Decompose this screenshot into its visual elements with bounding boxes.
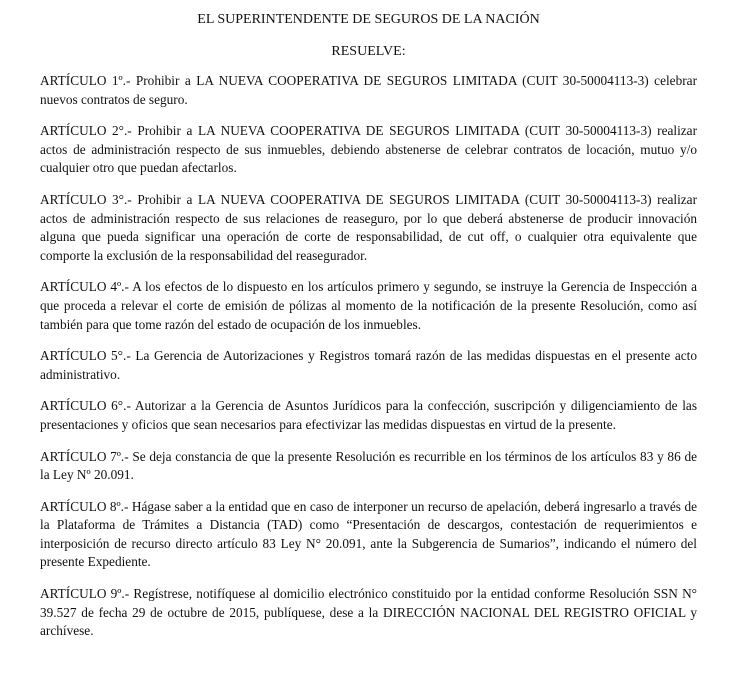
- article-1: ARTÍCULO 1º.- Prohibir a LA NUEVA COOPERATIVA DE SEGUROS LIMITADA (CUIT 30-50004113-3) celebrar nuevos contratos de seguro.: [40, 73, 697, 107]
- resolves-heading: RESUELVE:: [331, 44, 406, 59]
- article-4: ARTÍCULO 4º.- A los efectos de lo dispuesto en los artículos primero y segundo, se instruye la Gerencia de Inspección a que proceda a relevar el corte de emisión de pólizas al momento de la notificación de la presente Resolución, como así también para que tome razón del estado de ocupación de los inmuebles.: [40, 279, 697, 332]
- article-2: ARTÍCULO 2°.- Prohibir a LA NUEVA COOPERATIVA DE SEGUROS LIMITADA (CUIT 30-50004113-3) realizar actos de administración respecto de sus inmuebles, debiendo abstenerse de celebrar contratos de locación, mutuo y/o cualquier otro que puedan afectarlos.: [40, 123, 697, 176]
- article-7: ARTÍCULO 7º.- Se deja constancia de que la presente Resolución es recurrible en los términos de los artículos 83 y 86 de la Ley Nº 20.091.: [40, 448, 697, 483]
- article-5: ARTÍCULO 5°.- La Gerencia de Autorizaciones y Registros tomará razón de las medidas dispuestas en el presente acto administrativo.: [40, 348, 697, 382]
- article-9: ARTÍCULO 9º.- Regístrese, notifíquese al domicilio electrónico constituido por la entidad conforme Resolución SSN N° 39.527 de fecha 29 de octubre de 2015, publíquese, dese a la DIRECCIÓN NACIONAL DEL REGISTRO OFICIAL y archívese.: [40, 586, 697, 639]
- document-title: EL SUPERINTENDENTE DE SEGUROS DE LA NACIÓN: [197, 12, 540, 27]
- article-6: ARTÍCULO 6°.- Autorizar a la Gerencia de Asuntos Jurídicos para la confección, suscripción y diligenciamiento de las presentaciones y oficios que sean necesarios para efectivizar las medidas dispuestas en virtud de la presente.: [40, 398, 697, 432]
- article-3: ARTÍCULO 3°.- Prohibir a LA NUEVA COOPERATIVA DE SEGUROS LIMITADA (CUIT 30-50004113-3) realizar actos de administración respecto de sus relaciones de reaseguro, por lo que deberá abstenerse de producir innovación alguna que pueda significar una operación de corte de responsabilidad, de cut off, o cualquier otra equivalente que comporte la exclusión de la responsabilidad del reasegurador.: [40, 191, 697, 263]
- article-8: ARTÍCULO 8º.- Hágase saber a la entidad que en caso de interponer un recurso de apelación, deberá ingresarlo a través de la Plataforma de Trámites a Distancia (TAD) como “Presentación de descargos, contestación de requerimientos e interposición de recurso directo artículo 83 Ley N° 20.091, ante la Subgerencia de Sumarios”, indicando el número del presente Expediente.: [40, 498, 697, 570]
